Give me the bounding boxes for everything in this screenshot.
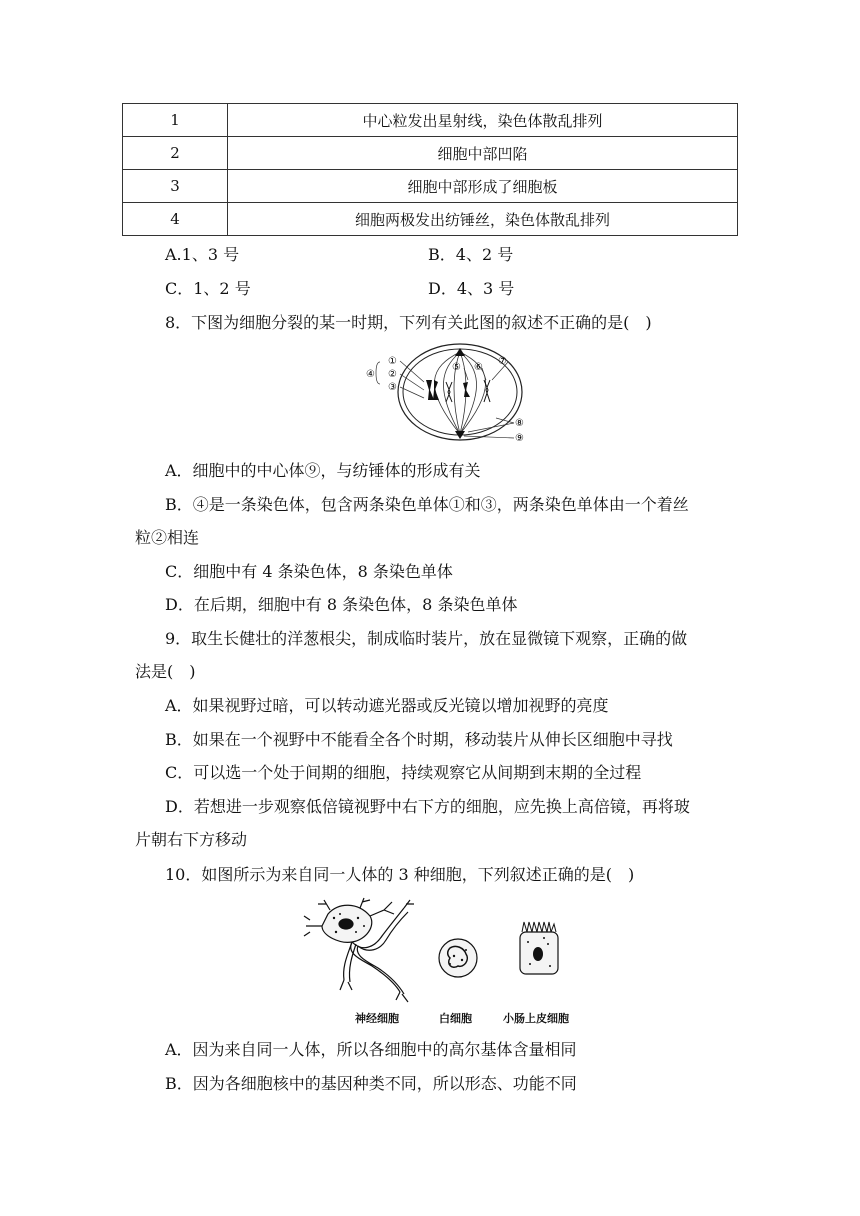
q7-option-b[interactable]: B．4、2 号	[428, 245, 514, 264]
q8-option-a[interactable]: A．细胞中的中心体⑨，与纺锤体的形成有关	[165, 461, 481, 480]
nerve-cell-label: 神经细胞	[355, 1012, 399, 1025]
table-cell-text: 细胞两极发出纺锤丝，染色体散乱排列	[228, 203, 738, 236]
table-cell-num: 3	[123, 170, 228, 203]
fig8-label-7: ⑦	[498, 356, 507, 367]
q10-stem: 10．如图所示为来自同一人体的 3 种细胞，下列叙述正确的是( )	[165, 865, 635, 884]
q9-option-a[interactable]: A．如果视野过暗，可以转动遮光器或反光镜以增加视野的亮度	[165, 696, 609, 715]
q8-stem: 8．下图为细胞分裂的某一时期，下列有关此图的叙述不正确的是( )	[165, 313, 652, 332]
table-row	[123, 203, 738, 236]
white-cell-label: 白细胞	[439, 1012, 472, 1025]
q7-option-d[interactable]: D．4、3 号	[428, 279, 515, 298]
table-cell-text: 细胞中部形成了细胞板	[228, 170, 738, 203]
fig8-label-4: ④	[366, 369, 375, 380]
nerve-cell-icon	[304, 898, 414, 1002]
fig8-label-2: ②	[388, 369, 397, 380]
table-row	[123, 137, 738, 170]
table-cell-text: 细胞中部凹陷	[228, 137, 738, 170]
q9-stem-cont: 法是( )	[135, 662, 196, 681]
table-cell-num: 1	[123, 104, 228, 137]
q8-option-c[interactable]: C．细胞中有 4 条染色体，8 条染色单体	[165, 562, 453, 581]
table-cell-text: 中心粒发出星射线，染色体散乱排列	[228, 104, 738, 137]
q10-option-a[interactable]: A．因为来自同一人体，所以各细胞中的高尔基体含量相同	[165, 1040, 577, 1059]
fig8-label-8: ⑧	[515, 418, 524, 429]
intestinal-cell-icon	[520, 922, 558, 974]
fig8-label-1: ①	[388, 356, 397, 367]
fig8-label-9: ⑨	[515, 433, 524, 444]
q8-option-b[interactable]: B．④是一条染色体，包含两条染色单体①和③，两条染色单体由一个着丝	[165, 495, 689, 514]
stage-table	[122, 103, 738, 236]
fig8-label-3: ③	[388, 382, 397, 393]
q9-option-d[interactable]: D．若想进一步观察低倍镜视野中右下方的细胞，应先换上高倍镜，再将玻	[165, 797, 690, 816]
q8-option-b-cont: 粒②相连	[135, 528, 200, 547]
intestine-cell-label: 小肠上皮细胞	[503, 1012, 569, 1025]
q9-option-c[interactable]: C．可以选一个处于间期的细胞，持续观察它从间期到末期的全过程	[165, 763, 642, 782]
q7-option-c[interactable]: C．1、2 号	[165, 279, 251, 298]
q8-option-d[interactable]: D．在后期，细胞中有 8 条染色体，8 条染色单体	[165, 595, 518, 614]
cells-figure	[300, 896, 600, 1008]
table-cell-num: 2	[123, 137, 228, 170]
table-cell-num: 4	[123, 203, 228, 236]
mitosis-figure	[360, 342, 535, 447]
q7-option-a[interactable]: A.1、3 号	[165, 245, 240, 264]
table-row	[123, 170, 738, 203]
q10-option-b[interactable]: B．因为各细胞核中的基因种类不同，所以形态、功能不同	[165, 1074, 577, 1093]
table-row	[123, 104, 738, 137]
q9-option-b[interactable]: B．如果在一个视野中不能看全各个时期，移动装片从伸长区细胞中寻找	[165, 730, 673, 749]
q9-stem: 9．取生长健壮的洋葱根尖，制成临时装片，放在显微镜下观察，正确的做	[165, 629, 688, 648]
fig8-label-5: ⑤	[452, 362, 461, 373]
q9-option-d-cont: 片朝右下方移动	[135, 830, 248, 849]
fig8-label-6: ⑥	[474, 362, 483, 373]
white-blood-cell-icon	[439, 939, 477, 977]
